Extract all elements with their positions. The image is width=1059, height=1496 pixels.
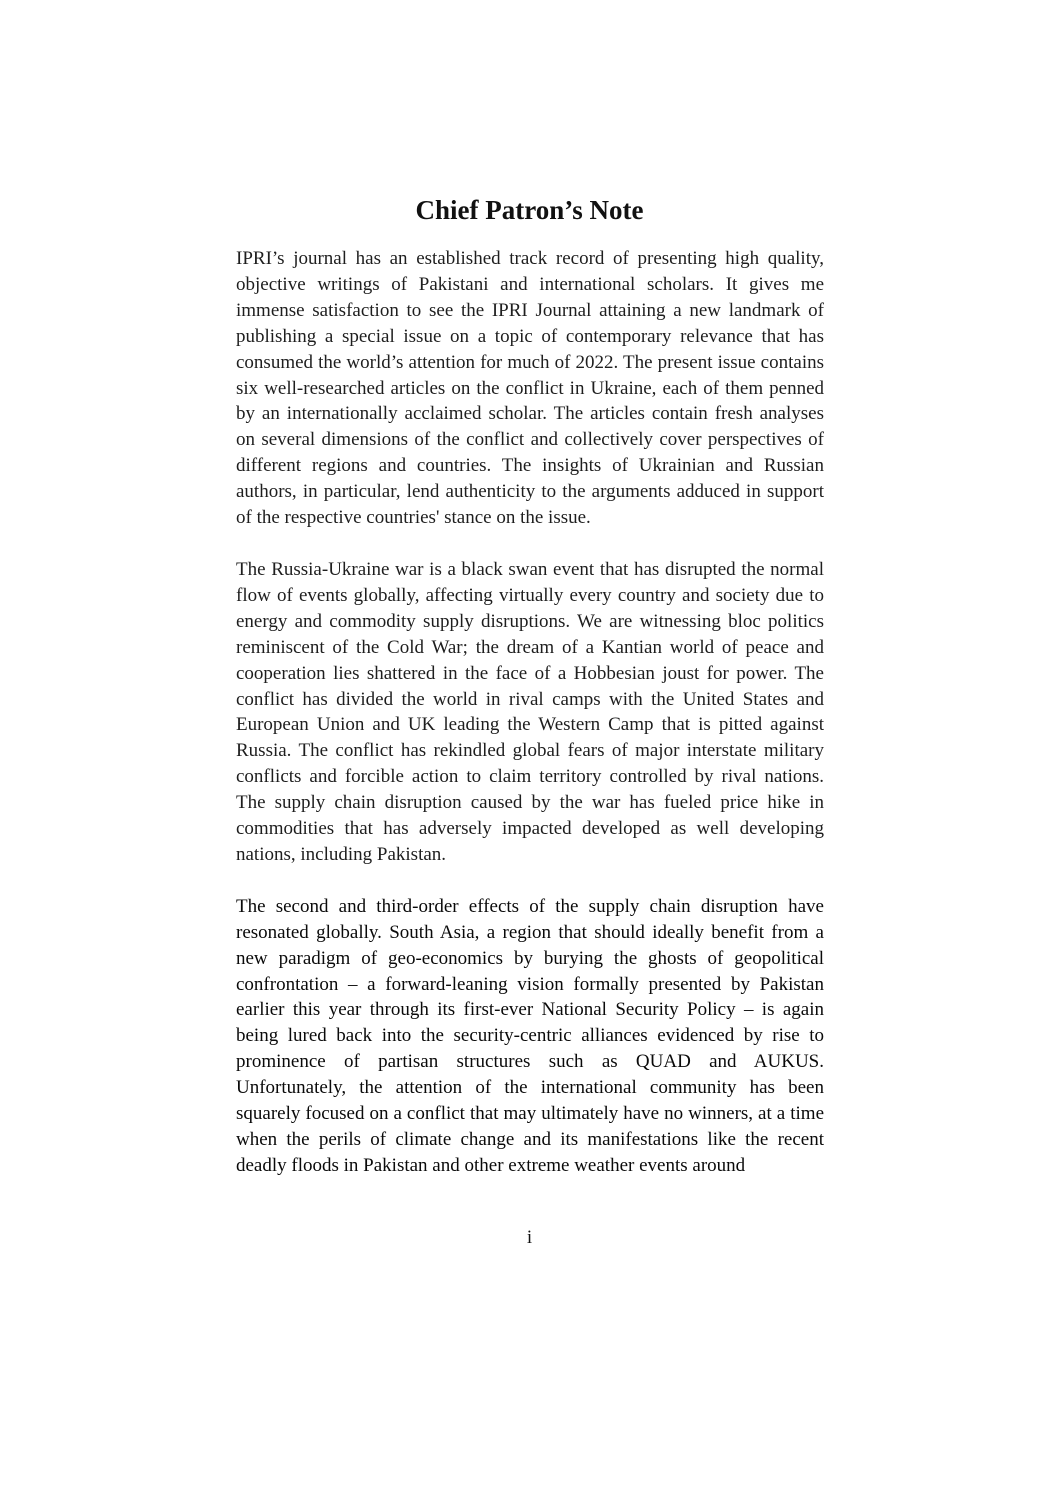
paragraph-3: The second and third-order effects of the supply chain disruption have resonated globally. South Asia, a region that should ideally benefit from a new paradigm of geo-economics by burying the ghosts of geopolitical confrontation – a forward-leaning vision formally presented by Pakistan earlier this year through its first-ever National Security Policy – is again being lured back into the security-centric alliances evidenced by rise to prominence of partisan structures such as QUAD and AUKUS. Unfortunately, the attention of the international community has been squarely focused on a conflict that may ultimately have no winners, at a time when the perils of climate change and its manifestations like the recent deadly floods in Pakistan and other extreme weather events around xyxy=(236,895,824,1176)
paragraph-2: The Russia-Ukraine war is a black swan event that has disrupted the normal flow of events globally, affecting virtually every country and society due to energy and commodity supply disruptions. We are witnessing bloc politics reminiscent of the Cold War; the dream of a Kantian world of peace and cooperation lies shattered in the face of a Hobbesian joust for power. The conflict has divided the world in rival camps with the United States and European Union and UK leading the Western Camp that is pitted against Russia. The conflict has rekindled global fears of major interstate military conflicts and forcible action to claim territory controlled by rival nations. The supply chain disruption caused by the war has fueled price hike in commodities that has adversely impacted developed as well developing nations, including Pakistan. xyxy=(236,558,824,865)
page-number: i xyxy=(526,1227,533,1248)
paragraph-1: IPRI’s journal has an established track record of presenting high quality, objective writings of Pakistani and international scholars. It gives me immense satisfaction to see the IPRI Journal attaining a new landmark of publishing a special issue on a topic of contemporary relevance that has consumed the world’s attention for much of 2022. The present issue contains six well-researched articles on the conflict in Ukraine, each of them penned by an internationally acclaimed scholar. The articles contain fresh analyses on several dimensions of the conflict and collectively cover perspectives of different regions and countries. The insights of Ukrainian and Russian authors, in particular, lend authenticity to the arguments adduced in support of the respective countries' stance on the issue. xyxy=(236,248,824,529)
page-title: Chief Patron’s Note xyxy=(415,195,644,225)
body-text xyxy=(236,246,824,1205)
